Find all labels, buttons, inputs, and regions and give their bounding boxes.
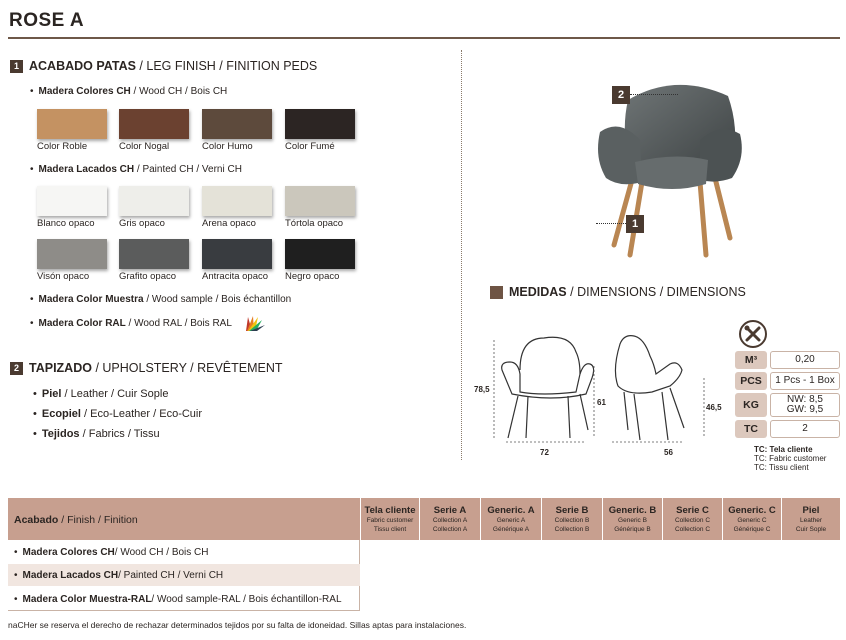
upholstery-item [33, 408, 202, 420]
table-row [8, 588, 360, 610]
table-column-header-text: Serie A [433, 504, 467, 516]
lacados-subheading [30, 164, 242, 175]
finish-swatch [37, 109, 107, 139]
table-column-header [541, 498, 602, 540]
spec-value-weight [770, 393, 840, 417]
finish-swatch-label: Antracita opaco [202, 271, 269, 282]
finish-swatch [202, 186, 272, 216]
table-column-header [602, 498, 662, 540]
table-row [8, 541, 360, 563]
finish-swatch-label: Color Fumé [285, 141, 335, 152]
upholstery-item-rest: / Eco-Leather / Eco-Cuir [80, 408, 203, 420]
spec-key-pieces: PCS [735, 372, 767, 390]
dim-seat-height: 46,5 [706, 403, 722, 412]
finish-swatch [37, 186, 107, 216]
finish-swatch [119, 239, 189, 269]
table-column-header-text: Collection B [554, 525, 590, 533]
table-row-bold: Madera Colores CH [22, 546, 115, 558]
lacados-rest: / Painted CH / Verni CH [134, 164, 242, 175]
finish-swatch [202, 239, 272, 269]
table-row [8, 564, 360, 586]
photo-tag-legs: 1 [626, 215, 644, 233]
leg-finish-heading [10, 59, 317, 73]
finish-swatch-label: Gris opaco [119, 218, 165, 229]
upholstery-item [33, 388, 168, 400]
finish-swatch [285, 186, 355, 216]
finish-swatch-label: Tórtola opaco [285, 218, 344, 229]
table-column-header [722, 498, 781, 540]
section-number: 2 [10, 362, 23, 375]
table-column-header-text: Collection C [674, 516, 711, 524]
colores-subheading [30, 86, 227, 97]
table-column-header [360, 498, 419, 540]
dimensions-heading-bold: MEDIDAS [509, 285, 567, 299]
table-column-header-text: Piel [802, 504, 820, 516]
dimensions-heading [490, 285, 746, 299]
finish-table-title-rest: / Finish / Finition [58, 514, 138, 526]
dim-arm-height: 61 [597, 398, 606, 407]
tools-icon [739, 320, 767, 348]
page-title: ROSE A [9, 10, 85, 31]
tc-note: TC: Fabric customer [754, 454, 827, 463]
dimensions-marker [490, 286, 503, 299]
table-column-header-text: Collection C [674, 525, 711, 533]
finish-swatch [285, 239, 355, 269]
ral-line [30, 318, 232, 329]
upholstery-item [33, 428, 160, 440]
table-row-bold: Madera Color Muestra-RAL [22, 593, 152, 605]
photo-leader-line [596, 223, 626, 224]
table-column-header-text: Collection A [432, 525, 468, 533]
colores-bold: Madera Colores CH [38, 86, 131, 97]
table-column-header-text: Générique B [614, 525, 651, 533]
finish-swatch-label: Color Humo [202, 141, 253, 152]
table-column-header-text: Generic. B [608, 504, 657, 516]
table-column-header-text: Serie C [676, 504, 709, 516]
upholstery-item-rest: / Leather / Cuir Sople [61, 388, 169, 400]
table-row-rest: / Wood sample-RAL / Bois échantillon-RAL [151, 593, 342, 605]
table-column-header-text: Tissu client [373, 525, 407, 533]
title-divider [8, 37, 840, 39]
spec-net-weight: NW: 8,5 [787, 394, 823, 405]
table-column-header-text: Generic. C [728, 504, 776, 516]
finish-swatch-label: Color Nogal [119, 141, 170, 152]
table-column-header-text: Generic. A [487, 504, 535, 516]
finish-swatch-label: Grafito opaco [119, 271, 177, 282]
ral-fan-icon [243, 313, 267, 333]
table-column-header [480, 498, 541, 540]
spec-value-pieces: 1 Pcs - 1 Box [770, 372, 840, 390]
photo-leader-line [630, 94, 678, 95]
finish-swatch [119, 186, 189, 216]
leg-finish-heading-bold: ACABADO PATAS [29, 59, 136, 73]
finish-swatch [119, 109, 189, 139]
finish-table-title [14, 514, 138, 526]
table-column-header-text: Fabric customer [366, 516, 414, 524]
section-number: 1 [10, 60, 23, 73]
table-column-header-text: Leather [799, 516, 823, 524]
dim-depth: 56 [664, 448, 673, 457]
dim-width: 72 [540, 448, 549, 457]
table-column-header-text: Collection B [554, 516, 590, 524]
upholstery-heading-rest: / UPHOLSTERY / REVÊTEMENT [91, 361, 283, 375]
colores-rest: / Wood CH / Bois CH [130, 86, 228, 97]
upholstery-item-bold: Piel [41, 388, 62, 400]
ral-rest: / Wood RAL / Bois RAL [125, 318, 232, 329]
dimension-drawing [472, 330, 722, 460]
muestra-bold: Madera Color Muestra [38, 294, 144, 305]
dim-total-height: 78,5 [474, 385, 490, 394]
footer-note: naCHer se reserva el derecho de rechazar determinados tejidos por su falta de idoneidad. Sillas aptas para instalaciones. [8, 620, 467, 630]
spec-key-tc: TC [735, 420, 767, 438]
lacados-bold: Madera Lacados CH [38, 164, 135, 175]
photo-tag-upholstery: 2 [612, 86, 630, 104]
table-column-header-text: Generic A [496, 516, 526, 524]
finish-swatch [37, 239, 107, 269]
leg-finish-heading-rest: / LEG FINISH / FINITION PEDS [135, 59, 318, 73]
table-column-header-text: Tela cliente [364, 504, 416, 516]
tc-note: TC: Tela cliente [754, 445, 813, 454]
spec-value-volume: 0,20 [770, 351, 840, 369]
muestra-line [30, 294, 291, 305]
ral-bold: Madera Color RAL [38, 318, 126, 329]
upholstery-item-bold: Ecopiel [41, 408, 81, 420]
table-column-header [419, 498, 480, 540]
upholstery-heading [10, 361, 283, 375]
table-column-header-text: Générique C [733, 525, 771, 533]
table-column-header-text: Cuir Sople [795, 525, 827, 533]
table-column-header-text: Generic B [618, 516, 647, 524]
table-row-bold: Madera Lacados CH [22, 569, 119, 581]
muestra-rest: / Wood sample / Bois échantillon [143, 294, 292, 305]
table-column-header-text: Serie B [555, 504, 589, 516]
upholstery-item-bold: Tejidos [41, 428, 80, 440]
finish-swatch-label: Negro opaco [285, 271, 340, 282]
table-column-header [781, 498, 840, 540]
table-column-header-text: Générique A [492, 525, 530, 533]
table-column-header-text: Collection A [432, 516, 468, 524]
upholstery-item-rest: / Fabrics / Tissu [79, 428, 160, 440]
spec-key-volume: M³ [735, 351, 767, 369]
spec-key-weight: KG [735, 393, 767, 417]
table-row-rest: / Painted CH / Verni CH [118, 569, 224, 581]
spec-value-tc: 2 [770, 420, 840, 438]
finish-swatch-label: Arena opaco [202, 218, 256, 229]
dimensions-heading-rest: / DIMENSIONS / DIMENSIONS [566, 285, 746, 299]
finish-swatch [202, 109, 272, 139]
table-bottom-border [8, 610, 360, 611]
upholstery-heading-bold: TAPIZADO [29, 361, 92, 375]
tc-note: TC: Tissu client [754, 463, 809, 472]
spec-gross-weight: GW: 9,5 [786, 404, 824, 415]
tc-notes [754, 445, 826, 472]
column-divider [461, 50, 462, 460]
chair-photo [580, 70, 760, 265]
finish-swatch-label: Blanco opaco [37, 218, 95, 229]
finish-table-title-bold: Acabado [14, 514, 59, 526]
table-column-header-text: Generic C [737, 516, 767, 524]
finish-swatch [285, 109, 355, 139]
table-column-header [662, 498, 722, 540]
finish-swatch-label: Visón opaco [37, 271, 90, 282]
finish-swatch-label: Color Roble [37, 141, 88, 152]
table-row-rest: / Wood CH / Bois CH [114, 546, 209, 558]
